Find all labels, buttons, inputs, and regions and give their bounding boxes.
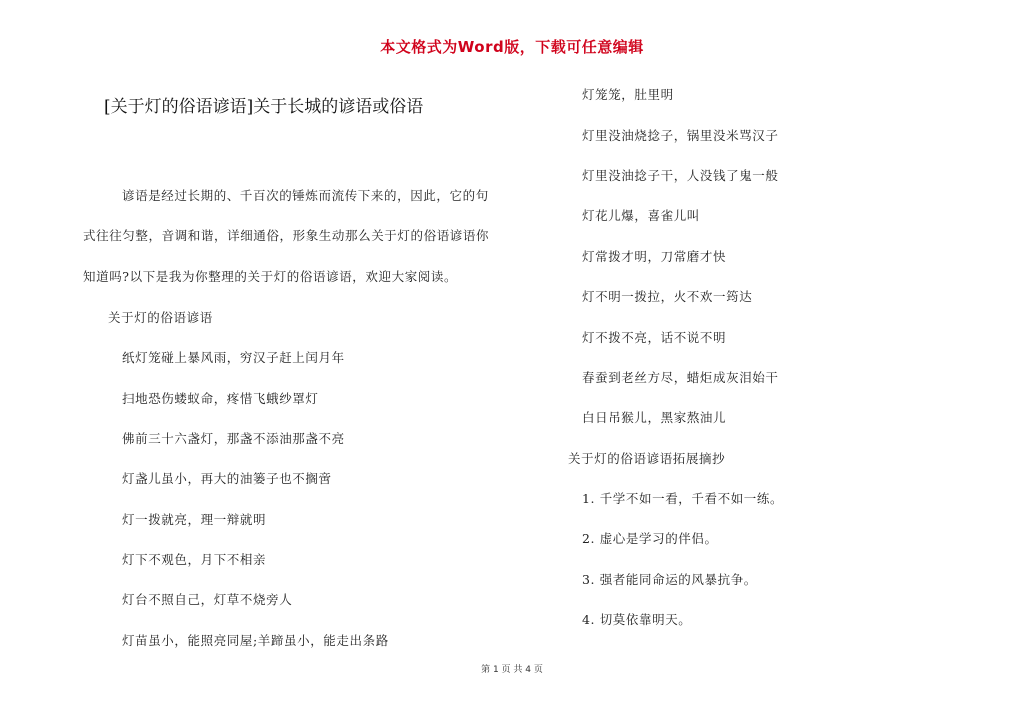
saying-item: 灯不明一拨拉，火不欢一筠达 <box>582 289 753 304</box>
saying-item: 灯不拨不亮，话不说不明 <box>582 330 727 345</box>
page-number-footer: 第 1 页 共 4 页 <box>481 665 543 675</box>
extension-item: 3. 强者能同命运的风暴抗争。 <box>582 572 757 587</box>
intro-line: 式往往匀整，音调和谐，详细通俗，形象生动那么关于灯的俗语谚语你 <box>83 228 490 243</box>
extension-item: 2. 虚心是学习的伴侣。 <box>582 531 718 546</box>
saying-item: 灯一拨就亮，理一辩就明 <box>122 512 267 527</box>
saying-item: 灯盏儿虽小，再大的油篓子也不搁啻 <box>122 471 332 486</box>
edit-notice-banner: 本文格式为Word版，下载可任意编辑 <box>380 38 644 56</box>
saying-item: 灯花儿爆，喜雀儿叫 <box>582 208 700 223</box>
saying-item: 纸灯笼碰上暴风雨，穷汉子赶上闰月年 <box>122 350 345 365</box>
saying-item: 白日吊猴儿，黑家熬油儿 <box>582 410 727 425</box>
saying-item: 灯下不观色，月下不相亲 <box>122 552 267 567</box>
saying-item: 佛前三十六盏灯，那盏不添油那盏不亮 <box>122 431 345 446</box>
saying-item: 灯里没油烧捻子，锅里没米骂汉子 <box>582 128 779 143</box>
extension-heading: 关于灯的俗语谚语拓展摘抄 <box>568 451 726 466</box>
saying-item: 春蚕到老丝方尽，蜡炬成灰泪始干 <box>582 370 779 385</box>
document-title: [关于灯的俗语谚语]关于长城的谚语或俗语 <box>104 97 424 117</box>
saying-item: 灯常拨才明，刀常磨才快 <box>582 249 727 264</box>
saying-item: 灯台不照自己，灯草不烧旁人 <box>122 592 293 607</box>
saying-item: 灯里没油捻子干，人没钱了鬼一般 <box>582 168 779 183</box>
saying-item: 灯笼笼，肚里明 <box>582 87 674 102</box>
extension-item: 1. 千学不如一看，千看不如一练。 <box>582 491 784 506</box>
intro-line: 谚语是经过长期的、千百次的锤炼而流传下来的，因此，它的句 <box>122 188 489 203</box>
intro-line: 知道吗?以下是我为你整理的关于灯的俗语谚语，欢迎大家阅读。 <box>83 269 458 284</box>
extension-item: 4. 切莫依靠明天。 <box>582 612 692 627</box>
section-heading: 关于灯的俗语谚语 <box>108 310 213 325</box>
saying-item: 灯苗虽小，能照亮同屋;羊蹄虽小，能走出条路 <box>122 633 389 648</box>
saying-item: 扫地恐伤蝼蚁命，疼惜飞蛾纱罩灯 <box>122 391 319 406</box>
